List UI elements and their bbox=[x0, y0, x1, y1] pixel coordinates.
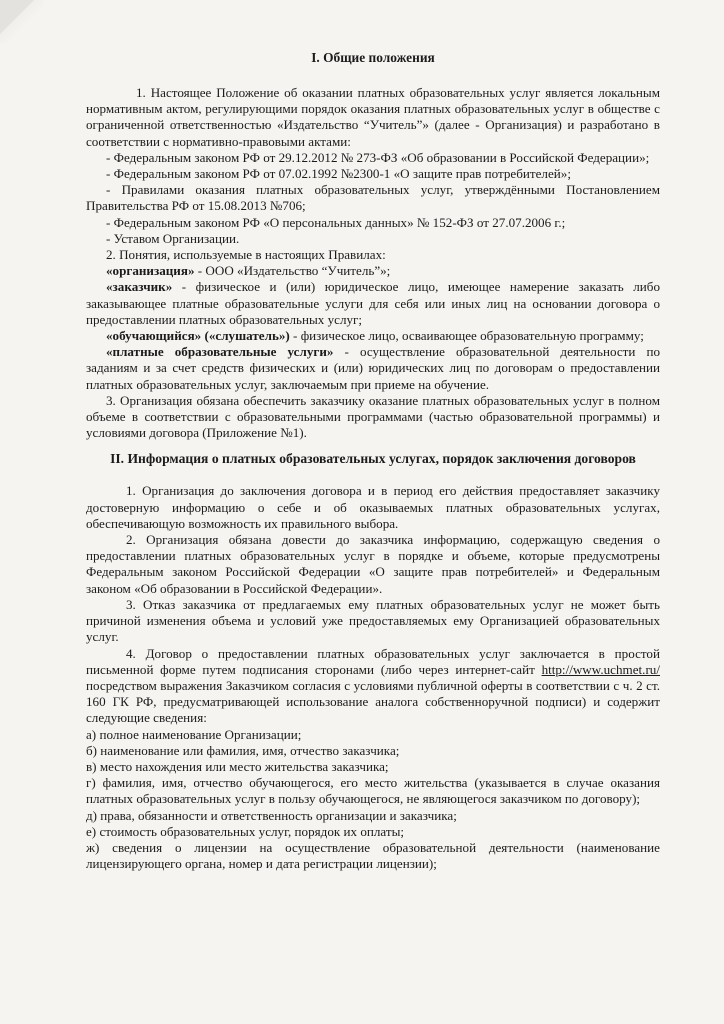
definition-term: «платные образовательные услуги» bbox=[106, 344, 334, 360]
list-item: а) полное наименование Организации; bbox=[86, 726, 302, 742]
list-item: ж) сведения о лицензии на осуществление образовательной деятельности (наименование лицензирующего органа, номер и дата регистрации лицензии); bbox=[86, 839, 660, 872]
section-1-title: I. Общие положения bbox=[311, 50, 435, 65]
list-item: б) наименование или фамилия, имя, отчество заказчика; bbox=[86, 742, 400, 758]
act-item: - Уставом Организации. bbox=[106, 230, 240, 246]
act-item: - Федеральным законом РФ от 07.02.1992 №2300-1 «О защите прав потребителей»; bbox=[106, 166, 571, 182]
definition-text: - осуществление образовательной деятельности по заданиям и за счет средств физических и (или) юридических лиц по договорам о предоставлении платных образовательных услуг, заключаемым при приеме на обучение. bbox=[86, 344, 660, 392]
definition bbox=[86, 279, 660, 328]
website-link[interactable]: http://www.uchmet.ru/ bbox=[541, 661, 660, 677]
act-item: - Федеральным законом РФ от 29.12.2012 № 273-ФЗ «Об образовании в Российской Федерации»; bbox=[106, 149, 650, 165]
paragraph-4-end: посредством выражения Заказчиком согласия с условиями публичной оферты в соответствии с ч. 2 ст. 160 ГК РФ, предусматривающей использование аналога собственноручной подписи) и содержит следующие сведения: bbox=[86, 677, 660, 726]
act-item: - Правилами оказания платных образовательных услуг, утверждёнными Постановлением Правительства РФ от 15.08.2013 №706; bbox=[86, 182, 660, 214]
section-2-paragraph-3: 3. Отказ заказчика от предлагаемых ему платных образовательных услуг не может быть причиной изменения объема и условий уже предоставляемых ему Организацией образовательных услуг. bbox=[86, 596, 660, 645]
section-2-paragraph-2: 2. Организация обязана довести до заказчика информацию, содержащую сведения о предоставлении платных образовательных услуг в порядке и объеме, которые предусмотрены Федеральным законом Российской Федерации «О защите прав потребителей» и Федеральным законом «Об образовании в Российской Федерации». bbox=[86, 532, 660, 596]
folded-corner bbox=[0, 0, 34, 34]
definition-text: - физическое и (или) юридическое лицо, имеющее намерение заказать либо заказывающее платные образовательные услуги для себя или иных лиц на основании договора о предоставлении платных образовательных услуг; bbox=[86, 279, 660, 327]
definition-term: «организация» bbox=[106, 263, 195, 279]
section-2-paragraph-1: 1. Организация до заключения договора и в период его действия предоставляет заказчику достоверную информацию о себе и об оказываемых платных образовательных услугах, обеспечивающую возможность их правильного выбора. bbox=[86, 483, 660, 531]
definition bbox=[86, 263, 660, 279]
section-2-paragraph-4 bbox=[86, 646, 660, 727]
definition bbox=[86, 344, 660, 393]
definition-text: - физическое лицо, осваивающее образовательную программу; bbox=[289, 328, 644, 344]
definition bbox=[86, 328, 660, 344]
section-1-paragraph-3: 3. Организация обязана обеспечить заказчику оказание платных образовательных услуг в полном объеме в соответствии с образовательными программами (частью образовательной программы) и условиями договора (Приложение №1). bbox=[86, 392, 660, 441]
section-1-paragraph-2: 2. Понятия, используемые в настоящих Правилах: bbox=[106, 247, 386, 263]
list-item: е) стоимость образовательных услуг, порядок их оплаты; bbox=[86, 823, 405, 839]
list-item: г) фамилия, имя, отчество обучающегося, его место жительства (указывается в случае оказания платных образовательных услуг в пользу обучающегося, не являющегося заказчиком по договору); bbox=[86, 775, 660, 807]
list-item: в) место нахождения или место жительства заказчика; bbox=[86, 758, 389, 774]
section-2-title: II. Информация о платных образовательных услугах, порядок заключения договоров bbox=[110, 451, 636, 467]
paragraph-4-start: 4. Договор о предоставлении платных образовательных услуг заключается в простой письменной форме путем подписания сторонами (либо через интернет-сайт bbox=[86, 645, 660, 677]
definition-text: - ООО «Издательство “Учитель”»; bbox=[194, 263, 391, 279]
definition-term: «обучающийся» («слушатель») bbox=[106, 328, 290, 344]
definition-term: «заказчик» bbox=[106, 279, 173, 295]
list-item: д) права, обязанности и ответственность организации и заказчика; bbox=[86, 807, 457, 823]
act-item: - Федеральным законом РФ «О персональных данных» № 152-ФЗ от 27.07.2006 г.; bbox=[106, 214, 566, 230]
section-1-paragraph-1: 1. Настоящее Положение об оказании платных образовательных услуг является локальным нормативным актом, регулирующими порядок оказания платных образовательных услуг в обществе с ограниченной ответственностью «Издательство “Учитель”» (далее - Организация) и разработано в соответствии с нормативно-правовыми актами: bbox=[86, 85, 660, 149]
